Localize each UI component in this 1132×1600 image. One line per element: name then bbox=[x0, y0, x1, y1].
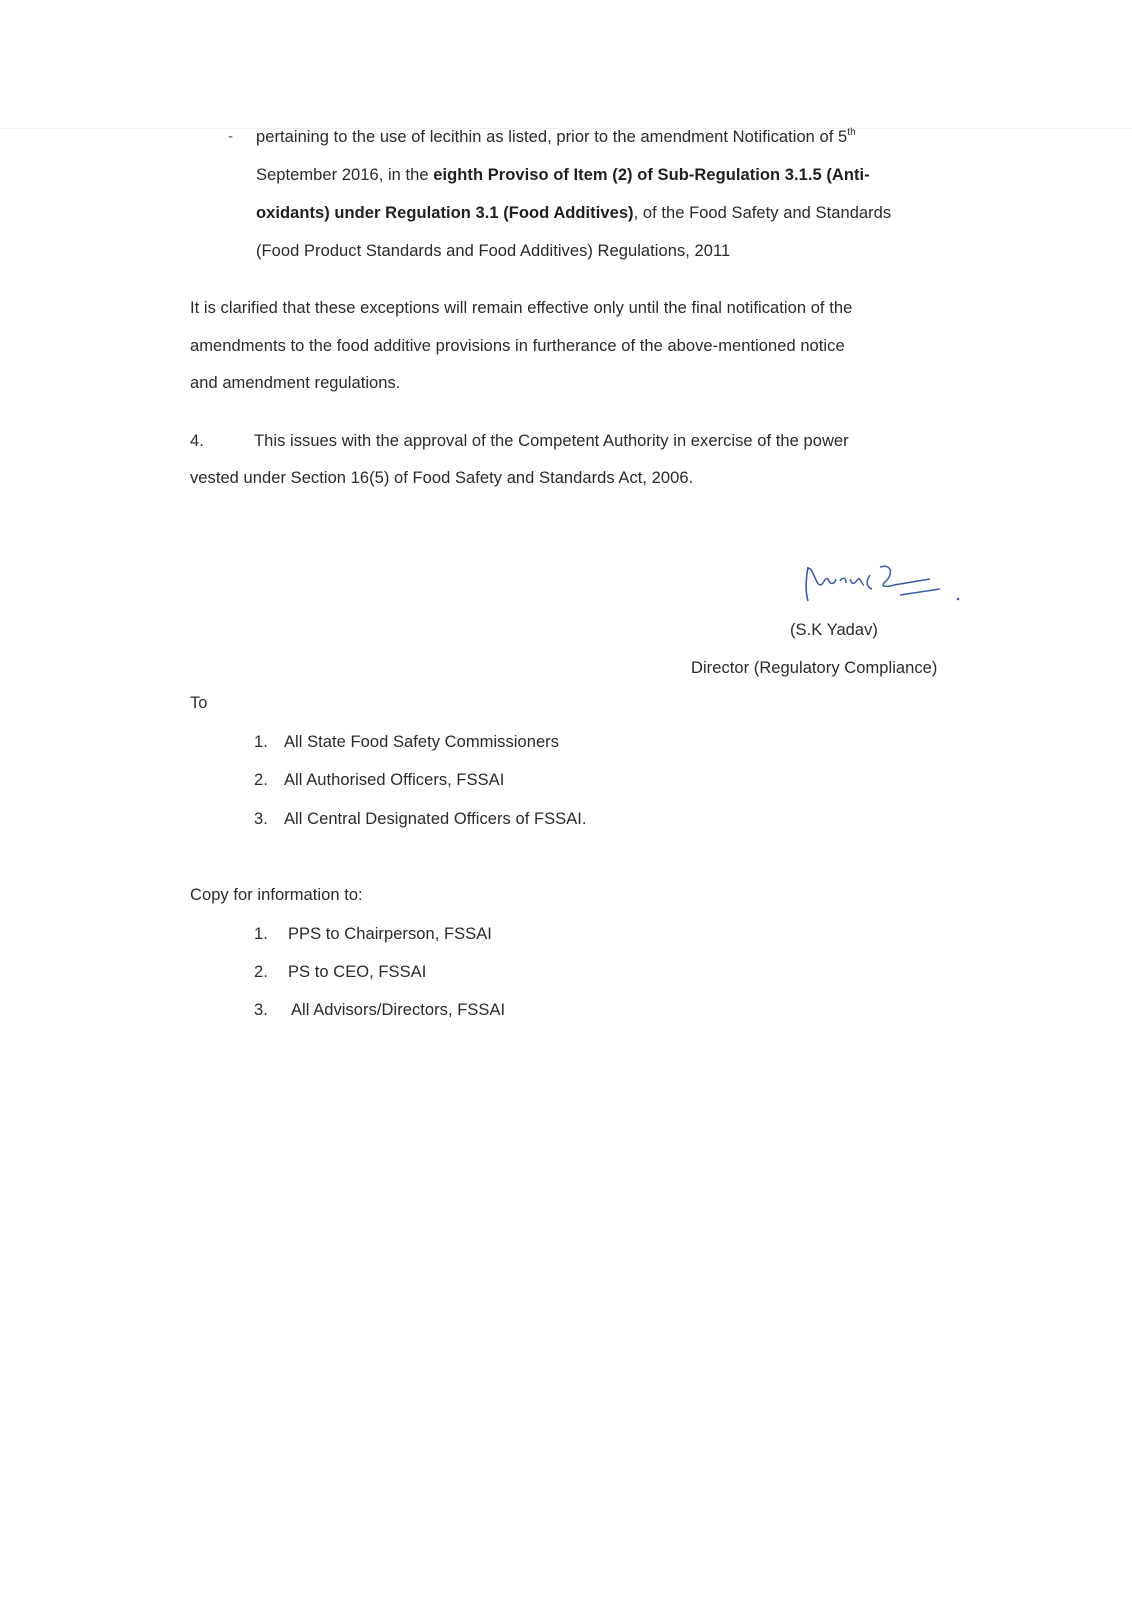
text: , of the Food Safety and Standards bbox=[633, 204, 892, 222]
bullet-line-3 bbox=[256, 204, 891, 223]
superscript: th bbox=[847, 127, 856, 138]
text: pertaining to the use of lecithin as listed, prior to the amendment Notification of 5 bbox=[256, 128, 848, 146]
bullet-line-4 bbox=[256, 242, 730, 261]
bullet-line-2 bbox=[256, 166, 870, 185]
copy-number: 3. bbox=[254, 1001, 268, 1019]
bullet-line-1 bbox=[256, 128, 856, 147]
signatory-name: (S.K Yadav) bbox=[790, 621, 878, 639]
copy-item: PPS to Chairperson, FSSAI bbox=[288, 925, 492, 943]
copy-number: 1. bbox=[254, 925, 268, 943]
recipient-number: 3. bbox=[254, 810, 268, 828]
text: (Food Product Standards and Food Additives) Regulations, 2011 bbox=[256, 242, 731, 260]
recipient-item: All Authorised Officers, FSSAI bbox=[284, 771, 505, 789]
signature-image bbox=[800, 555, 970, 615]
recipient-number: 1. bbox=[254, 733, 268, 751]
recipient-item: All State Food Safety Commissioners bbox=[284, 733, 560, 751]
paragraph-4-line-2: vested under Section 16(5) of Food Safety and Standards Act, 2006. bbox=[190, 469, 694, 487]
copy-item: All Advisors/Directors, FSSAI bbox=[291, 1001, 506, 1019]
paragraph-number: 4. bbox=[190, 432, 204, 450]
copy-number: 2. bbox=[254, 963, 268, 981]
bold-text: oxidants) under Regulation 3.1 (Food Additives) bbox=[256, 204, 634, 222]
signatory-designation: Director (Regulatory Compliance) bbox=[691, 659, 938, 677]
bold-text: eighth Proviso of Item (2) of Sub-Regulation 3.1.5 (Anti- bbox=[433, 166, 870, 184]
clarification-line-1: It is clarified that these exceptions will remain effective only until the final notification of the bbox=[190, 299, 853, 317]
copy-to-label: Copy for information to: bbox=[190, 886, 363, 904]
bullet-dash: - bbox=[228, 128, 233, 145]
recipients-label: To bbox=[190, 694, 208, 712]
clarification-line-2: amendments to the food additive provisions in furtherance of the above-mentioned notice bbox=[190, 337, 845, 355]
text: September 2016, in the bbox=[256, 166, 434, 184]
clarification-line-3: and amendment regulations. bbox=[190, 374, 401, 392]
copy-item: PS to CEO, FSSAI bbox=[288, 963, 427, 981]
paragraph-4-line-1: This issues with the approval of the Competent Authority in exercise of the power bbox=[254, 432, 849, 450]
recipient-item: All Central Designated Officers of FSSAI. bbox=[284, 810, 587, 828]
recipient-number: 2. bbox=[254, 771, 268, 789]
